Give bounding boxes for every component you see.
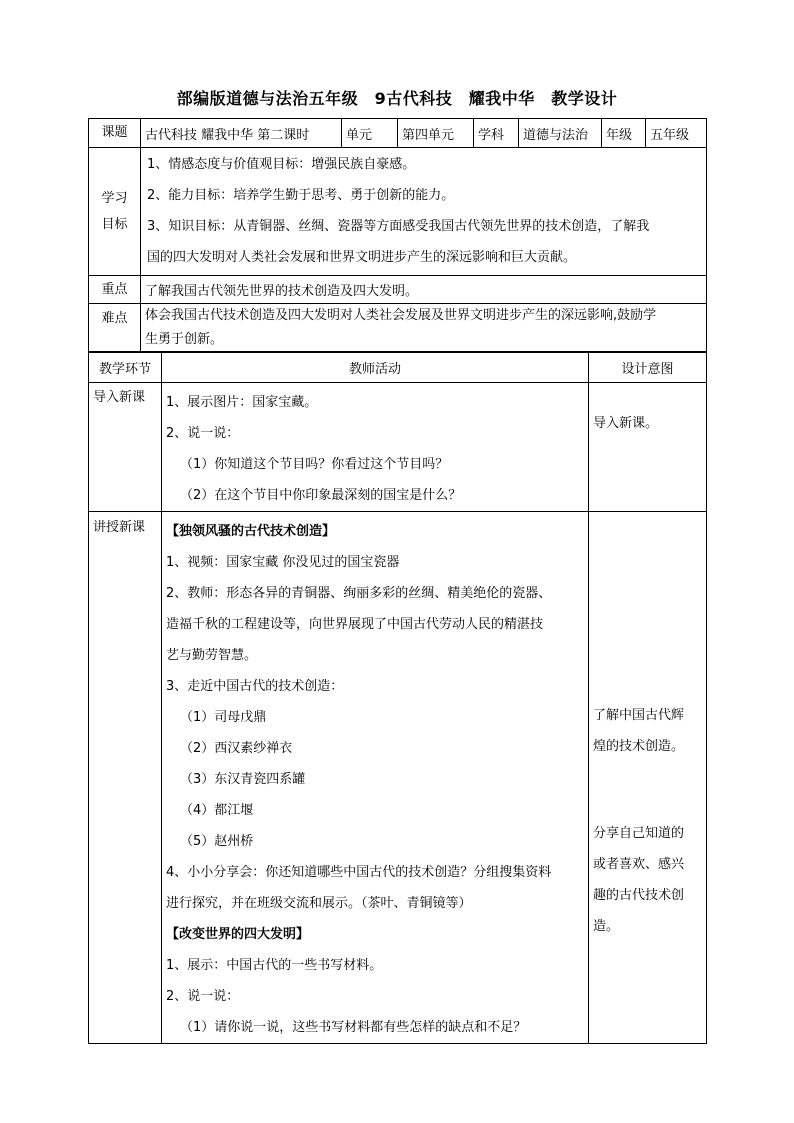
intent-2-line1: 分享自己知道的 [593,826,685,841]
difficult-point-label: 难点 [89,304,141,353]
teach-line: 造福千秋的工程建设等，向世界展现了中国古代劳动人民的精湛技 [166,617,544,632]
step-header: 教学环节 [89,352,162,383]
unit-label: 单元 [342,119,398,148]
intent-2-line3: 趣的古代技术创 [593,888,685,903]
difficult-point-content [141,304,707,353]
subject-label: 学科 [474,119,519,148]
goals-label-line2: 目标 [101,216,128,232]
topic-value: 古代科技 耀我中华 第二课时 [141,119,342,148]
grade-label: 年级 [602,119,646,148]
teach-line: 2、教师：形态各异的青铜器、绚丽多彩的丝绸、精美绝伦的瓷器、 [166,586,552,601]
goals-label [89,148,141,276]
teach-line: 4、小小分享会：你还知道哪些中国古代的技术创造？分组搜集资料 [166,865,552,880]
difficult-point-line1: 体会我国古代技术创造及四大发明对人类社会发展及世界文明进步产生的深远影响,鼓励学 [145,308,657,323]
intent-2-line2: 或者喜欢、感兴 [593,857,685,872]
difficult-point-row [89,304,707,353]
goal-item-3-line2: 国的四大发明对人类社会发展和世界文明进步产生的深远影响和巨大贡献。 [147,250,577,265]
teach-line: 艺与勤劳智慧。 [166,648,258,663]
teach-row [89,512,707,1044]
goal-item-3-line1: 3、知识目标：从青铜器、丝绸、瓷器等方面感受我国古代领先世界的技术创造，了解我 [147,219,650,234]
subject-value: 道德与法治 [519,119,602,148]
intent-header: 设计意图 [589,352,707,383]
topic-label: 课题 [89,119,141,148]
teach-line: （4）都江堰 [180,803,254,818]
goals-label-line1: 学习 [101,190,128,206]
intro-activity [162,383,589,512]
section-heading: 【独领风骚的古代技术创造】 [166,524,336,539]
activity-header: 教师活动 [162,352,589,383]
intro-line: 1、展示图片：国家宝藏。 [166,395,318,410]
goals-content [141,148,707,276]
teach-activity [162,512,589,1044]
intro-row [89,383,707,512]
intent-1-line1: 了解中国古代辉 [593,708,685,723]
teach-line: （2）西汉素纱禅衣 [180,741,293,756]
teach-line: （3）东汉青瓷四系罐 [180,772,306,787]
teach-line: 1、展示：中国古代的一些书写材料。 [166,958,383,973]
intro-intent: 导入新课。 [589,383,707,512]
intro-line: 2、说一说： [166,426,240,441]
teach-line: 1、视频：国家宝藏 你没见过的国宝瓷器 [166,555,400,570]
key-point-row [89,276,707,304]
intent-1-line2: 煌的技术创造。 [593,739,685,754]
process-header-row [89,352,707,383]
teach-line: 3、走近中国古代的技术创造： [166,679,344,694]
intro-line: （2）在这个节目中你印象最深刻的国宝是什么？ [180,488,462,503]
page-title: 部编版道德与法治五年级 9古代科技 耀我中华 教学设计 [176,89,618,108]
goal-item-1: 1、情感态度与价值观目标：增强民族自豪感。 [147,157,416,172]
intent-2-line4: 造。 [593,919,620,934]
key-point-text: 了解我国古代领先世界的技术创造及四大发明。 [141,276,707,304]
teach-intent [589,512,707,1044]
key-point-label: 重点 [89,276,141,304]
goal-item-2: 2、能力目标：培养学生勤于思考、勇于创新的能力。 [147,188,455,203]
teach-line: （1）司母戊鼎 [180,710,267,725]
intro-line: （1）你知道这个节目吗？你看过这个节目吗？ [180,457,449,472]
goals-row [89,148,707,276]
unit-value: 第四单元 [398,119,474,148]
teach-line: 2、说一说： [166,989,240,1004]
difficult-point-line2: 生勇于创新。 [145,332,224,347]
teach-line: （1）请你说一说，这些书写材料都有些怎样的缺点和不足？ [180,1020,527,1035]
teach-line: 进行探究，并在班级交流和展示。（茶叶、青铜镜等） [166,896,472,911]
course-info-row [89,119,707,148]
teach-step: 讲授新课 [89,512,162,1044]
course-info-table [88,118,707,353]
teach-line: （5）赵州桥 [180,834,254,849]
section-heading: 【改变世界的四大发明】 [166,927,310,942]
grade-value: 五年级 [646,119,707,148]
teaching-process-table [88,351,707,1044]
intro-step: 导入新课 [89,383,162,512]
